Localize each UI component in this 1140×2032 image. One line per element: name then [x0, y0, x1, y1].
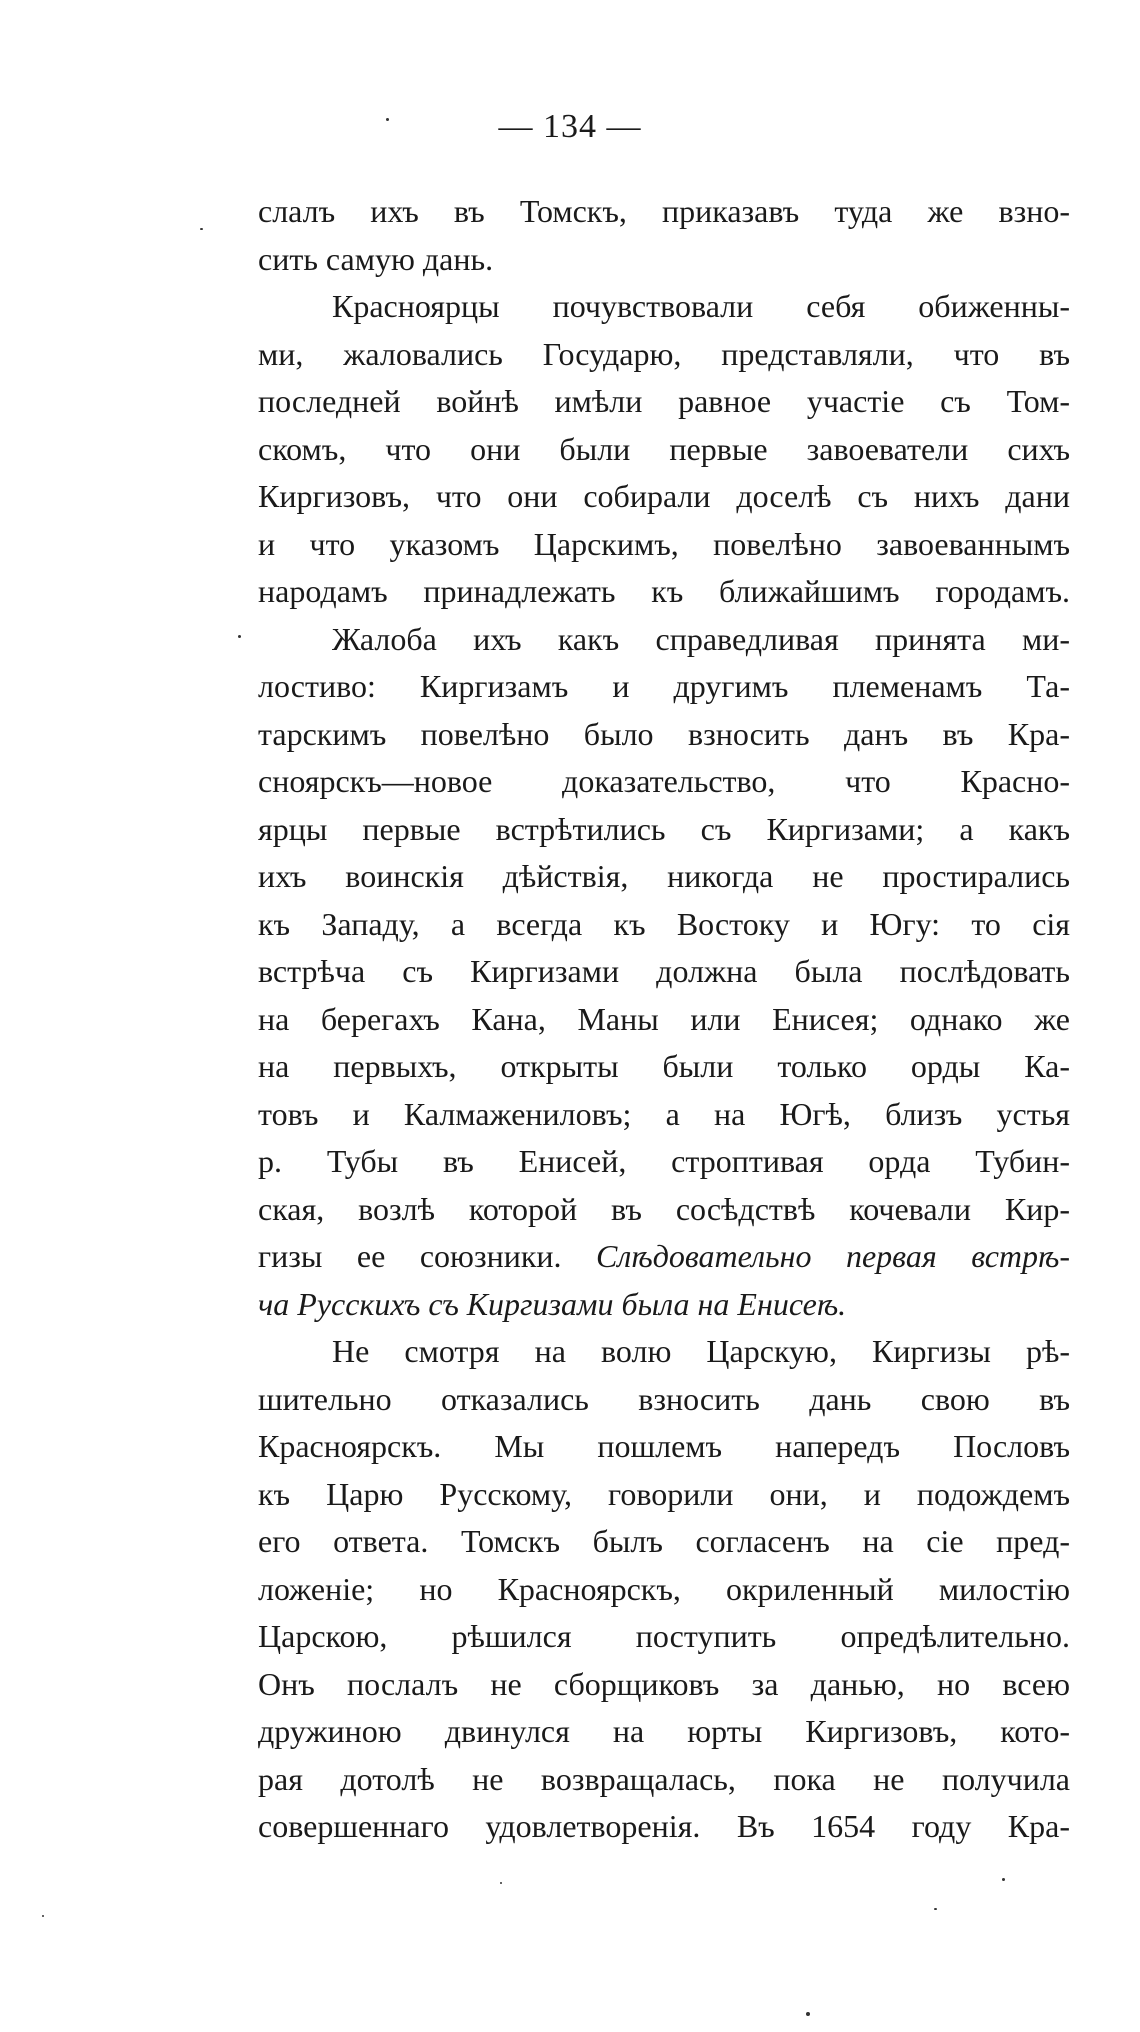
- text-line-content: сноярскъ—новое доказательство, что Красно-: [258, 763, 1070, 799]
- text-line-content: р. Тубы въ Енисей, строптивая орда Тубин-: [258, 1143, 1070, 1179]
- text-line: [258, 616, 1070, 664]
- text-line-content: рая дотолѣ не возвращалась, пока не получила: [258, 1760, 1070, 1797]
- text-line-content: Жалоба ихъ какъ справедливая принята ми-: [332, 620, 1070, 657]
- text-line: [258, 663, 1070, 711]
- text-line-content: народамъ принадлежать къ ближайшимъ городамъ.: [258, 573, 1070, 609]
- scan-speck: [806, 2012, 810, 2016]
- text-line-content: на первыхъ, открыты были только орды Ка-: [258, 1048, 1070, 1084]
- text-line: [258, 1423, 1070, 1471]
- text-line: [258, 426, 1070, 474]
- text-line-content: скомъ, что они были первые завоеватели сихъ: [258, 430, 1070, 467]
- text-line: [258, 711, 1070, 759]
- text-line-content: гизы ее союзники.: [258, 1238, 562, 1274]
- text-line-content: тарскимъ повелѣно было взносить данъ въ Кра-: [258, 715, 1070, 752]
- text-line: [258, 378, 1070, 426]
- text-line: [258, 1661, 1070, 1709]
- text-line: [258, 1566, 1070, 1614]
- text-line-content: ская, возлѣ которой въ сосѣдствѣ кочевали Кир-: [258, 1190, 1070, 1227]
- text-line-content: на берегахъ Кана, Маны или Енисея; однако же: [258, 1000, 1070, 1037]
- text-line-content: слалъ ихъ въ Томскъ, приказавъ туда же взно-: [258, 193, 1070, 229]
- text-line: [258, 1138, 1070, 1186]
- text-line-content: товъ и Калмажениловъ; а на Югѣ, близъ устья: [258, 1095, 1070, 1132]
- text-line-content: ча Русскихъ съ Киргизами была на Енисеѣ.: [258, 1285, 847, 1322]
- text-line: [258, 996, 1070, 1044]
- text-line-content: Онъ послалъ не сборщиковъ за данью, но всею: [258, 1665, 1070, 1702]
- text-line: [258, 1233, 1070, 1281]
- text-line-content: Красноярскъ. Мы пошлемъ напередъ Пословъ: [258, 1428, 1070, 1464]
- text-line: [258, 1186, 1070, 1234]
- text-line-content: совершеннаго удовлетворенія. Въ 1654 году Кра-: [258, 1808, 1070, 1844]
- text-line: [258, 1756, 1070, 1804]
- text-line: [258, 1803, 1070, 1851]
- text-line: [258, 473, 1070, 521]
- text-line-content: последней войнѣ имѣли равное участіе съ Том-: [258, 383, 1070, 419]
- italic-emphasis: Слѣдовательно первая встрѣ-: [596, 1238, 1071, 1274]
- scan-speck: [500, 1882, 502, 1884]
- text-line-content: и что указомъ Царскимъ, повелѣно завоеваннымъ: [258, 525, 1070, 562]
- text-line: [258, 806, 1070, 854]
- scan-speck: [42, 1915, 44, 1917]
- text-line-content: Царскою, рѣшился поступить опредѣлительно.: [258, 1618, 1070, 1654]
- text-line-content: Киргизовъ, что они собирали доселѣ съ нихъ дани: [258, 478, 1070, 514]
- text-line: [258, 948, 1070, 996]
- text-line: [258, 236, 1070, 284]
- text-line-content: Не смотря на волю Царскую, Киргизы рѣ-: [332, 1333, 1070, 1369]
- text-line-content: дружиною двинулся на юрты Киргизовъ, кото-: [258, 1713, 1070, 1749]
- text-line-content: къ Царю Русскому, говорили они, и подождемъ: [258, 1475, 1070, 1512]
- text-line-content: къ Западу, а всегда къ Востоку и Югу: то сія: [258, 905, 1070, 942]
- text-line-content: шительно отказались взносить дань свою въ: [258, 1380, 1070, 1417]
- text-line-content: его ответа. Томскъ былъ согласенъ на сіе пред-: [258, 1523, 1070, 1559]
- body-text: [258, 188, 1070, 1851]
- text-line: [258, 1376, 1070, 1424]
- text-line: [258, 901, 1070, 949]
- text-line-content: ложеніе; но Красноярскъ, окриленный милостію: [258, 1570, 1070, 1607]
- text-line-content: лостиво: Киргизамъ и другимъ племенамъ Та-: [258, 668, 1070, 704]
- text-line: [258, 1708, 1070, 1756]
- text-line: [258, 1281, 1070, 1329]
- text-line-content: ми, жаловались Государю, представляли, что въ: [258, 335, 1070, 372]
- text-line: [258, 1091, 1070, 1139]
- text-line: [258, 1328, 1070, 1376]
- text-line: [258, 853, 1070, 901]
- text-line: [258, 758, 1070, 806]
- page-number: — 134 —: [498, 108, 642, 145]
- scan-speck: [1002, 1878, 1005, 1881]
- text-line: [258, 1043, 1070, 1091]
- text-line-content: Красноярцы почувствовали себя обиженны-: [332, 288, 1070, 324]
- text-line-content: ихъ воинскія дѣйствія, никогда не простирались: [258, 858, 1070, 894]
- text-line: [258, 283, 1070, 331]
- text-line: [258, 331, 1070, 379]
- text-line-content: ярцы первые встрѣтились съ Киргизами; а какъ: [258, 810, 1070, 847]
- text-line: [258, 568, 1070, 616]
- scan-speck: [934, 1908, 937, 1910]
- text-line: [258, 1471, 1070, 1519]
- text-line: [258, 521, 1070, 569]
- text-line: [258, 1613, 1070, 1661]
- scan-speck: [238, 635, 241, 638]
- text-line: [258, 1518, 1070, 1566]
- scan-speck: [386, 118, 389, 121]
- text-line-content: встрѣча съ Киргизами должна была послѣдовать: [258, 953, 1070, 989]
- text-line: [258, 188, 1070, 236]
- text-line-content: сить самую дань.: [258, 240, 494, 277]
- scan-speck: [200, 228, 203, 230]
